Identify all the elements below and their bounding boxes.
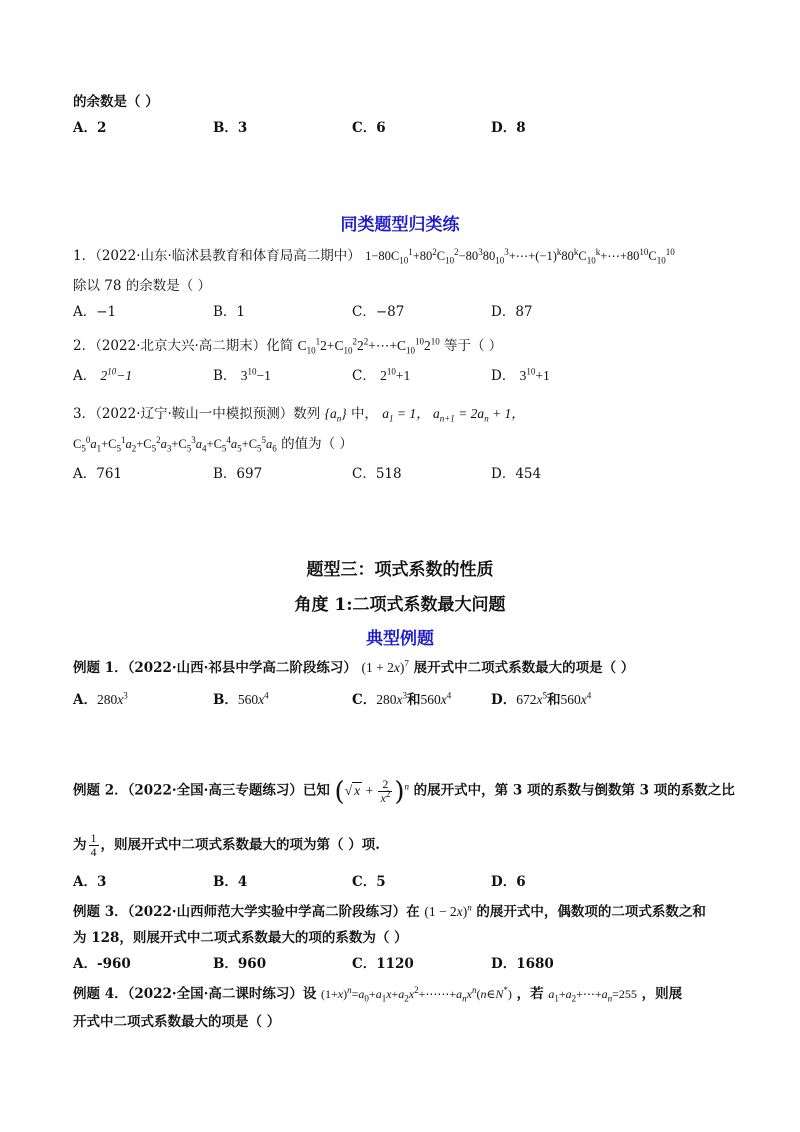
ex1-expression: $(1 + 2x)^7$ — [361, 658, 409, 675]
q2-option-a: A． $2^{10}-1$ — [73, 366, 133, 384]
ex4-line2: 开式中二项式系数最大的项是（ ） — [73, 1014, 281, 1030]
prev-option-d: D．8 — [491, 120, 526, 136]
prev-option-c: C．6 — [352, 120, 386, 136]
ex4-mid: ，若 — [516, 986, 544, 1002]
q3-option-c: C．518 — [352, 466, 402, 482]
ex4-line1 — [73, 984, 682, 1004]
q3-formula: $C_5^0a_1+C_5^1a_2+C_5^2a_3+C_5^3a_4+C_5^4a_5+C_5^5a_6$ — [73, 434, 277, 454]
section3-examples-title: 典型例题 — [366, 629, 434, 649]
ex3-option-c: C．1120 — [352, 956, 414, 972]
ex4-expansion: $(1+x)^n=a_0+a_1x+a_2x^2+\cdots\cdots+a_nx^n(n\in N^*)$ — [321, 985, 512, 1004]
section-similar-title: 同类题型归类练 — [340, 215, 460, 235]
ex3-option-a: A．-960 — [73, 956, 131, 972]
q1-option-b: B．1 — [213, 304, 246, 320]
ex2-line2: 为 $\frac{1}{4}$ ，则展开式中二项式系数最大的项为第（ ）项. — [73, 831, 380, 859]
q1-option-c: C．−87 — [352, 304, 405, 320]
ex2-expression: (√ x + $\frac{2}{x^2}$ )$^n$ — [334, 776, 409, 807]
section3-title: 题型三：项式系数的性质 — [306, 560, 494, 580]
ex4-sum: $a_1+a_2+\cdots+a_n=255$ — [548, 987, 637, 1004]
q2-formula: $C_{10}^12+C_{10}^22^2+\cdots+C_{10}^{10}2^{10}$ — [297, 336, 440, 356]
ex3-label: 例题 3．（2022·山西师范大学实验中学高二阶段练习）在 — [73, 904, 420, 920]
q2-prefix: 2．（2022·北京大兴·高二期末）化简 — [73, 338, 294, 354]
q3-conditions: $a_1 = 1$， $a_{n+1} = 2a_n + 1$， — [382, 406, 525, 424]
q3-option-a: A．761 — [73, 466, 123, 482]
ex1-option-d: D．$672x^5$和$560x^4$ — [491, 690, 592, 708]
prev-question-tail: 的余数是（ ） — [73, 94, 159, 110]
q3-tail: 的值为（ ） — [281, 436, 353, 452]
ex2-label: 例题 2．（2022·全国·高三专题练习）已知 — [73, 782, 330, 799]
q3-option-d: D．454 — [491, 466, 542, 482]
q1-formula: $1-80C_{10}^1+80^2C_{10}^2-80^380_{10}^3+\cdots+(-1)^k80^kC_{10}^k+\cdots+80^{10}C_{10}^{10}$ — [365, 246, 675, 266]
q3-mid: 中， — [350, 406, 378, 422]
ex1-line1 — [73, 658, 634, 678]
ex3-line1 — [73, 902, 706, 922]
q3-line1 — [73, 404, 525, 424]
ex2-line1 — [73, 778, 735, 805]
q1-line2: 除以 78 的余数是（ ） — [73, 278, 212, 294]
ex2-option-c: C．5 — [352, 874, 386, 890]
ex1-option-a: A．$280x^3$ — [73, 690, 128, 708]
q1-option-a: A．−1 — [73, 304, 117, 320]
ex2-option-a: A．3 — [73, 874, 107, 890]
prev-option-b: B．3 — [213, 120, 248, 136]
ex2-option-b: B．4 — [213, 874, 248, 890]
q3-line2 — [73, 434, 353, 454]
ex1-option-b: B．$560x^4$ — [213, 690, 269, 708]
ex3-option-b: B．960 — [213, 956, 267, 972]
q3-prefix: 3．（2022·辽宁·鞍山一中模拟预测）数列 — [73, 406, 321, 422]
ex3-line2: 为 128，则展开式中二项式系数最大的项的系数为（ ） — [73, 930, 408, 946]
ex3-text: 的展开式中，偶数项的二项式系数之和 — [476, 904, 706, 920]
q3-sequence: $\{a_n\}$ — [324, 406, 347, 424]
ex3-expression: $(1 - 2x)^n$ — [424, 902, 472, 919]
q2-option-d: D． $3^{10}+1$ — [491, 366, 550, 384]
q1-option-d: D．87 — [491, 304, 533, 320]
ex2-text: 的展开式中，第 3 项的系数与倒数第 3 项的系数之比 — [413, 782, 735, 799]
q2-line1 — [73, 336, 502, 356]
prev-option-a: A．2 — [73, 120, 107, 136]
ex4-text: ，则展 — [641, 986, 683, 1002]
ex4-label: 例题 4．（2022·全国·高二课时练习）设 — [73, 986, 317, 1002]
q2-option-c: C． $2^{10}+1$ — [352, 366, 411, 384]
ex1-option-c: C．$280x^3$和$560x^4$ — [352, 690, 452, 708]
q1-line1 — [73, 246, 675, 266]
ex2-ratio: $\frac{1}{4}$ — [90, 831, 97, 859]
q2-suffix: 等于（ ） — [444, 338, 503, 354]
ex1-label: 例题 1．（2022·山西·祁县中学高二阶段练习） — [73, 660, 357, 676]
ex3-option-d: D．1680 — [491, 956, 554, 972]
ex1-text: 展开式中二项式系数最大的项是（ ） — [413, 660, 635, 676]
ex2-option-d: D．6 — [491, 874, 526, 890]
q3-option-b: B．697 — [213, 466, 263, 482]
q1-prefix: 1．（2022·山东·临沭县教育和体育局高二期中） — [73, 248, 361, 264]
q2-option-b: B． $3^{10}-1$ — [213, 366, 271, 384]
section3-subtitle: 角度 1:二项式系数最大问题 — [294, 595, 506, 615]
